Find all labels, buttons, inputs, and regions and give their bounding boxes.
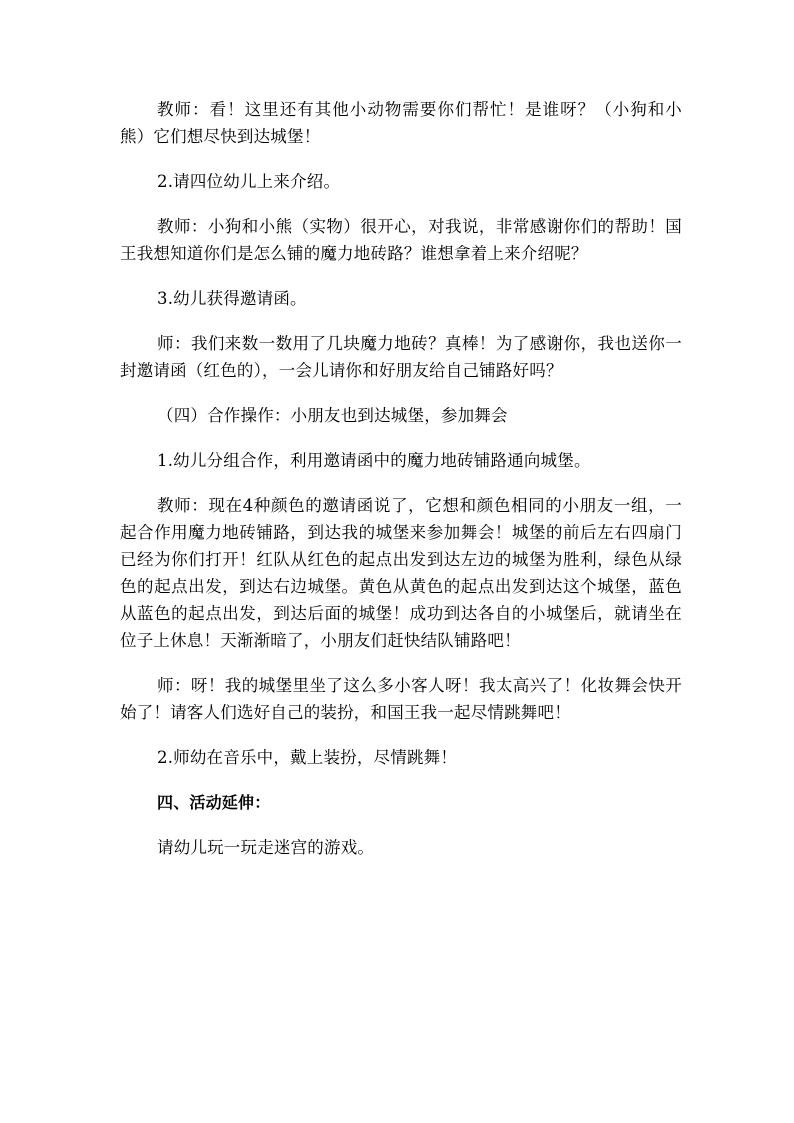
paragraph-extension: 请幼儿玩一玩走迷宫的游戏。 <box>157 838 375 857</box>
section-heading-extension: 四、活动延伸： <box>157 793 271 812</box>
paragraph-dialogue-3: 师：我们来数一数用了几块魔力地砖？真棒！为了感谢你，我也送你一封邀请函（红色的），一会儿请你和好朋友给自己铺路好吗？ <box>120 334 682 380</box>
paragraph-step-2b: 2.师幼在音乐中，戴上装扮，尽情跳舞！ <box>157 748 458 767</box>
paragraph-dialogue-2: 教师：小狗和小熊（实物）很开心，对我说，非常感谢你们的帮助！国王我想知道你们是怎么铺的魔力地砖路？谁想拿着上来介绍呢？ <box>120 217 682 263</box>
paragraph-dialogue-1: 教师：看！这里还有其他小动物需要你们帮忙！是谁呀？（小狗和小熊）它们想尽快到达城堡！ <box>120 100 682 146</box>
paragraph-step-2: 2.请四位幼儿上来介绍。 <box>157 172 341 191</box>
document-body <box>120 96 682 879</box>
paragraph-dialogue-5: 师：呀！我的城堡里坐了这么多小客人呀！我太高兴了！化妆舞会快开始了！请客人们选好自己的装扮，和国王我一起尽情跳舞吧！ <box>120 676 682 722</box>
section-subheading: （四）合作操作：小朋友也到达城堡，参加舞会 <box>157 406 508 425</box>
paragraph-step-3: 3.幼儿获得邀请函。 <box>157 289 307 308</box>
paragraph-step-1: 1.幼儿分组合作，利用邀请函中的魔力地砖铺路通向城堡。 <box>157 451 591 470</box>
paragraph-dialogue-4: 教师：现在4种颜色的邀请函说了，它想和颜色相同的小朋友一组，一起合作用魔力地砖铺路，到达我的城堡来参加舞会！城堡的前后左右四扇门已经为你们打开！红队从红色的起点出发到达左边的城堡为胜利，绿色从绿色的起点出发，到达右边城堡。黄色从黄色的起点出发到达这个城堡，蓝色从蓝色的起点出发，到达后面的城堡！成功到达各自的小城堡后，就请坐在位子上休息！天渐渐暗了，小朋友们赶快结队铺路吧！ <box>120 496 682 650</box>
